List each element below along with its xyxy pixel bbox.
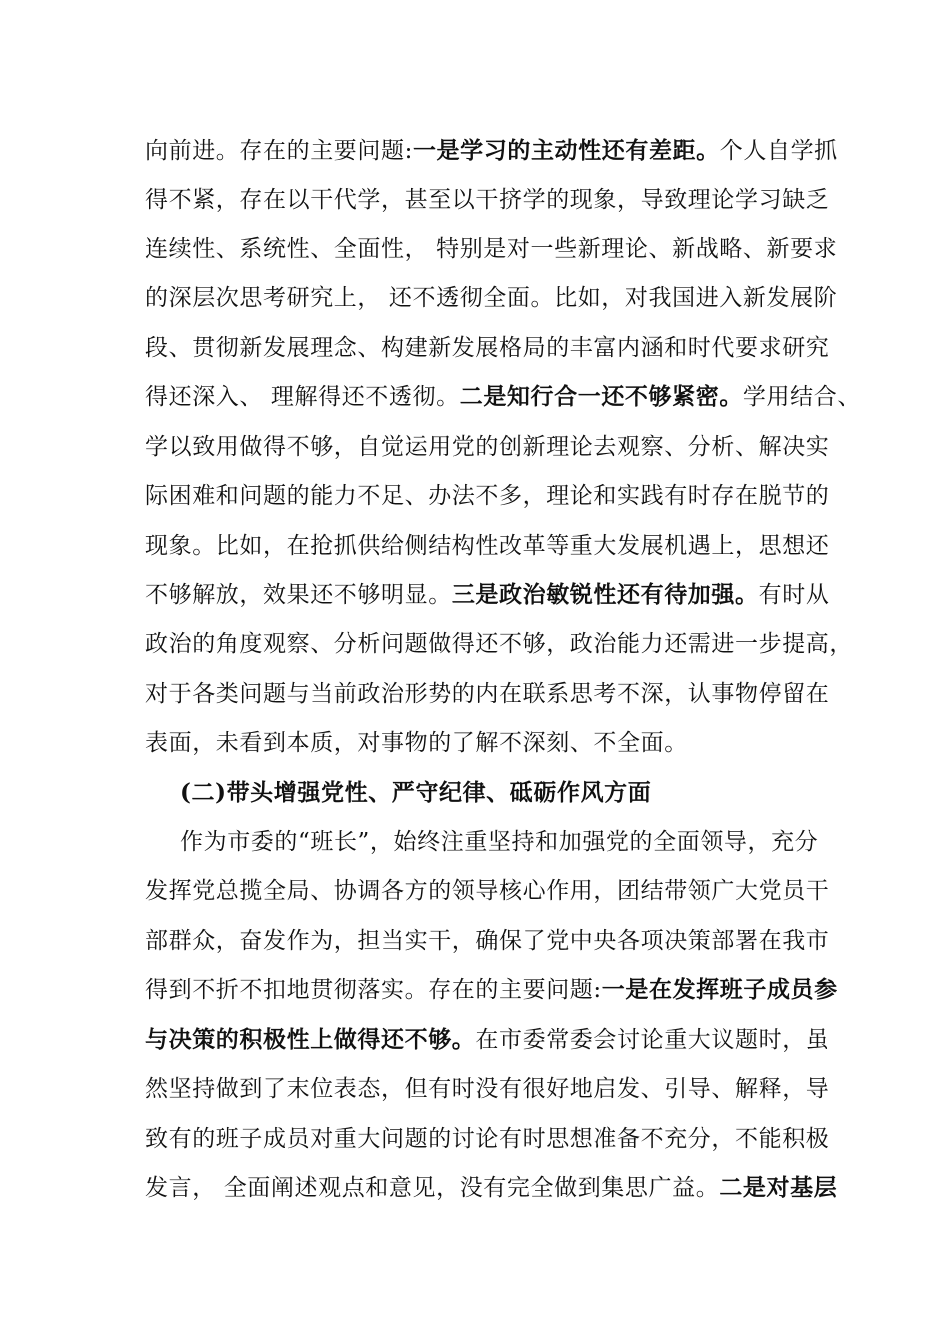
- text-line-21: 致有的班子成员对重大问题的讨论有时思想准备不充分，不能积极: [145, 1126, 830, 1152]
- text-line-3: 连续性、系统性、全面性， 特别是对一些新理论、新战略、新要求: [145, 236, 838, 262]
- text-line-16: 发挥党总揽全局、协调各方的领导核心作用，团结带领广大党员干: [145, 878, 830, 904]
- text-line-5: 段、贯彻新发展理念、构建新发展格局的丰富内涵和时代要求研究: [145, 335, 830, 361]
- text-line-17: 部群众，奋发作为，担当实干，确保了党中央各项决策部署在我市: [145, 928, 830, 954]
- text-line-6: 得还深入、 理解得还不透彻。二是知行合一还不够紧密。学用结合、: [145, 383, 861, 410]
- text-line-1: 向前进。存在的主要问题:一是学习的主动性还有差距。个人自学抓: [145, 137, 838, 164]
- section-heading: (二)带头增强党性、严守纪律、砥砺作风方面: [180, 779, 652, 806]
- text-line-4: 的深层次思考研究上， 还不透彻全面。比如，对我国进入新发展阶: [145, 285, 838, 311]
- text-line-18: 得到不折不扣地贯彻落实。存在的主要问题:一是在发挥班子成员参: [145, 976, 838, 1003]
- text-line-11: 政治的角度观察、分析问题做得还不够，政治能力还需进一步提高，: [145, 631, 853, 657]
- text-line-9: 现象。比如，在抢抓供给侧结构性改革等重大发展机遇上，思想还: [145, 533, 830, 559]
- text-line-12: 对于各类问题与当前政治形势的内在联系思考不深，认事物停留在: [145, 681, 830, 707]
- text-line-22: 发言， 全面阐述观点和意见，没有完全做到集思广益。二是对基层: [145, 1174, 838, 1201]
- text-line-15: 作为市委的“班长”，始终注重坚持和加强党的全面领导，充分: [180, 829, 819, 855]
- text-line-13: 表面，未看到本质，对事物的了解不深刻、不全面。: [145, 730, 688, 756]
- text-line-7: 学以致用做得不够，自觉运用党的创新理论去观察、分析、解决实: [145, 434, 830, 460]
- text-line-19: 与决策的积极性上做得还不够。在市委常委会讨论重大议题时，虽: [145, 1026, 830, 1053]
- text-line-20: 然坚持做到了末位表态，但有时没有很好地启发、引导、解释，导: [145, 1076, 830, 1102]
- text-line-10: 不够解放，效果还不够明显。三是政治敏锐性还有待加强。有时从: [145, 581, 830, 608]
- text-line-2: 得不紧，存在以干代学，甚至以干挤学的现象，导致理论学习缺乏: [145, 187, 830, 213]
- text-line-8: 际困难和问题的能力不足、办法不多，理论和实践有时存在脱节的: [145, 483, 830, 509]
